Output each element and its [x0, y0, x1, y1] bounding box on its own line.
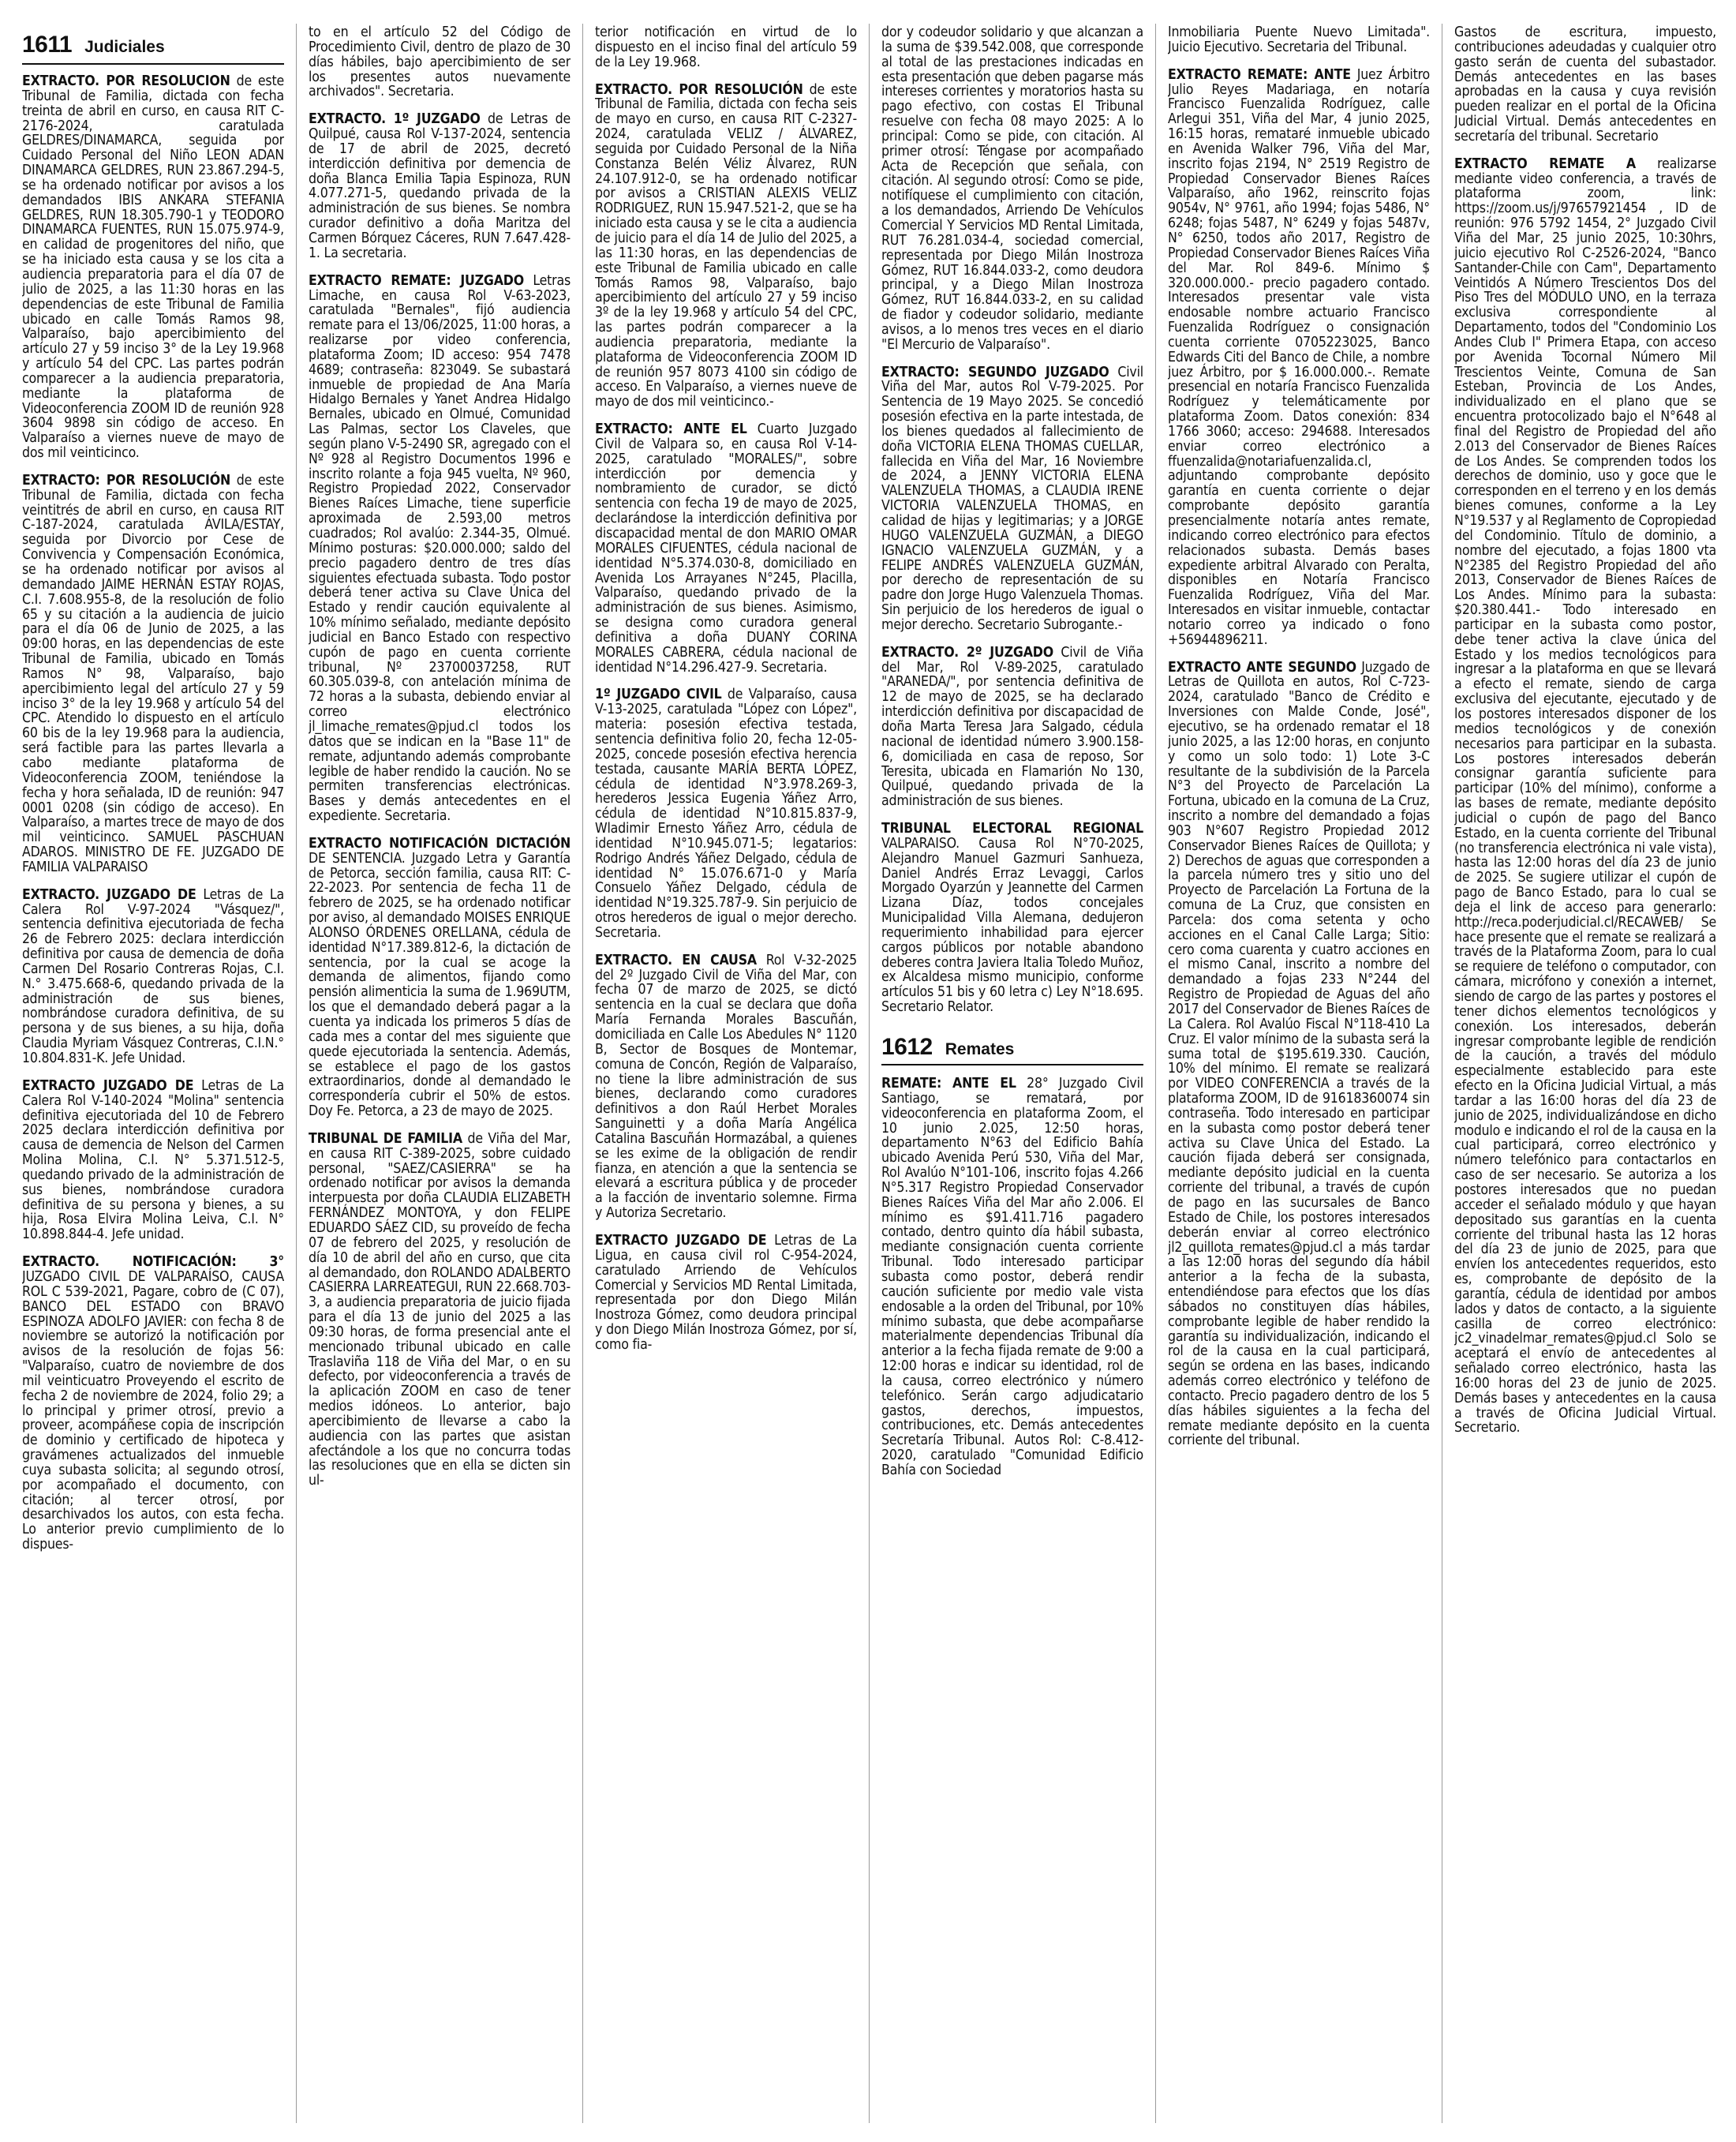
notice-body: Cuarto Juzgado Civil de Valpara so, en causa Rol V-14-2025, caratulado "MORALES/", sobre interdicción por demencia y nombramiento de curador, se dictó sentencia con fecha 19 de mayo de 2025, declarándose la interdicción definitiva por discapacidad mental de don MARIO OMAR MORALES CIFUENTES, cédula nacional de identidad N°5.374.030-8, domiciliado en Avenida Los Arrayanes N°245, Placilla, Valparaíso, quedando privado de la administración de sus bienes. Asimismo, se designa como curadora general definitiva a doña DUANY CORINA MORALES CABRERA, cédula nacional de identidad N°14.296.427-9. Secretaria. [595, 421, 857, 676]
column-rule [582, 24, 583, 2123]
notice-heading: EXTRACTO NOTIFICACIÓN DICTACIÓN [309, 835, 571, 852]
legal-notice [309, 112, 571, 260]
notice-body: dor y codeudor solidario y que alcanzan a la suma de $39.542.008, que corresponde al total de las prestaciones indicadas en esta presentación que deben pagarse más intereses corrientes y moratorios hasta su pago efectivo, con costas El Tribunal resuelve con fecha 08 mayo 2025: A lo principal: Como se pide, con citación. Al primer otrosí: Téngase por acompañado Acta de Recepción que señala, con citación. Al segundo otrosí: Como se pide, notifíquese el cumplimiento con citación, a los demandados, Arriendo De Vehículos Comercial Y Servicios MD Rental Limitada, RUT 76.281.034-4, sociedad comercial, representada por Diego Milán Inostroza Gómez, RUT 16.844.033-2, como deudora principal, y a Diego Milan Inostroza Gómez, RUT 16.844.033-2, en su calidad de fiador y codeudor solidario, mediante avisos, a lo menos tres veces en el diario "El Mercurio de Valparaíso". [881, 25, 1143, 353]
notice-heading: EXTRACTO REMATE A [1454, 155, 1636, 172]
notice-heading: EXTRACTO REMATE: JUZGADO [309, 272, 524, 289]
notice-body: JUZGADO CIVIL DE VALPARAÍSO, CAUSA ROL C 539-2021, Pagare, cobro de (C 07), BANCO DEL ESTADO con BRAVO ESPINOZA ADOLFO JAVIER: con fecha 8 de noviembre se autorizó la notificación por avisos de la resolución de fojas 56: "Valparaíso, cuatro de noviembre de dos mil veinticuatro Proveyendo el escrito de fecha 2 de noviembre de 2024, folio 29; a lo principal y primer otrosí, previo a proveer, acompáñese copia de inscripción de dominio y certificado de hipoteca y gravámenes actualizados del inmueble cuya subasta solicita; al segundo otrosí, por acompañado el documento, con citación; al tercer otrosí, por desarchivados los autos, con esta fecha. Lo anterior previo cumplimiento de lo dispues- [22, 1268, 284, 1553]
notice-heading: TRIBUNAL ELECTORAL REGIONAL [881, 821, 1143, 837]
column-rule [296, 24, 297, 2123]
notice-body: to en el artículo 52 del Código de Procedimiento Civil, dentro de plazo de 30 días hábiles, bajo apercibimiento de ser los presentes autos nuevamente archivados". Secretaria. [309, 25, 571, 100]
notice-heading: EXTRACTO: POR RESOLUCIÓN [22, 472, 231, 489]
notice-body: Gastos de escritura, impuesto, contribuciones adeudadas y cualquier otro gasto serán de cuenta del subastador. Demás antecedentes en las bases aprobadas en la causa y cuya revisión pueden realizar en el portal de la Oficina Judicial Virtual. Demás antecedentes en secretaría del tribunal. Secretario [1454, 25, 1716, 144]
section-header-judiciales [22, 25, 165, 57]
notice-body: de Viña del Mar, en causa RIT C-389-2025, sobre cuidado personal, "SAEZ/CASIERRA" se ha ordenado notificar por avisos la demanda interpuesta por doña CLAUDIA ELIZABETH FERNÁNDEZ MONTOYA, y don FELIPE EDUARDO SÁEZ CID, su proveído de fecha 07 de febrero del 2025, y resolución de día 10 de abril del año en curso, que cita al demandado, don ROLANDO ADALBERTO CASIERRA LARREATEGUI, RUN 22.668.703-3, a audiencia preparatoria de juicio fijada para el día 13 de junio del 2025 a las 09:30 horas, de forma presencial ante el mencionado tribunal ubicado en calle Traslaviña 118 de Viña del Mar, o en su defecto, por videoconferencia a través de la aplicación ZOOM en caso de tener medios idóneos. Lo anterior, bajo apercibimiento de llevarse a cabo la audiencia con las partes que asistan afectándole a los que no concurra todas las resoluciones que en ella se dicten sin ul- [309, 1130, 571, 1489]
notice-heading: REMATE: ANTE EL [881, 1076, 1016, 1092]
legal-notice [1168, 68, 1430, 648]
notice-body: realizarse mediante video conferencia, a través de plataforma zoom, link: https://zoom.us/j/97657921454 , ID de reunión: 976 5792 1454, 2° Juzgado Civil Viña del Mar, 25 junio 2025, 10:30hrs, juicio ejecutivo Rol C-2526-2024, "Banco Santander-Chile con Cam", Departamento Veintidós A Número Trescientos Dos del Piso Tres del MÓDULO UNO, en la terraza exclusiva correspondiente al Departamento, todos del "Condominio Los Andes Club I" Primera Etapa, con acceso por Avenida Tocornal Número Mil Trescientos Veinte, Comuna de San Esteban, Provincia de Los Andes, individualizado en el plano que se encuentra protocolizado bajo el N°648 al final del Registro de Propiedad del año 2.013 del Conservador de Bienes Raíces de Los Andes. Se comprenden todos los derechos de dominio, uso y goce que le corresponden en el terreno y en los demás bienes comunes, conforme a la Ley N°19.537 y al Reglamento de Copropiedad del Condominio. Título de dominio, a nombre del ejecutado, a fojas 1800 vta N°2385 del Registro Propiedad del año 2013, Conservador de Bienes Raíces de Los Andes. Mínimo para la subasta: $20.380.441.- Todo interesado en participar en la subasta como postor, debe tener activa la clave única del Estado y los medios tecnológicos para ingresar a la plataforma en que se llevará a efecto el remate, siendo de carga exclusiva del ejecutante, ejecutado y de los postores interesados disponer de los medios tecnológicos y de conexión necesarios para participar en la subasta. Los postores interesados deberán consignar garantía suficiente para participar (10% del mínimo), conforme a las bases de remate, mediante depósito judicial o cupón de pago del Banco Estado, en la cuenta corriente del Tribunal (no transferencia electrónica ni vale vista), hasta las 12:00 horas del día 23 de junio de 2025. Se sugiere utilizar el cupón de pago de Banco Estado, para lo cual se deja el link de acceso para generarlo: http://reca.poderjudicial.cl/RECAWEB/ Se hace presente que el remate se realizará a través de la Plataforma Zoom, para lo cual se requiere de teléfono o computador, con cámara, micrófono y conexión a internet, siendo de cargo de las partes y postores el tener dichos elementos tecnológicos y conexión. Los interesados, deberán ingresar comprobante legible de rendición de la caución, a través del módulo especialmente establecido para este efecto en la Oficina Judicial Virtual, a más tardar a las 16:00 horas del día 23 de junio de 2025, individualizándose en dicho modulo e indicando el rol de la causa en la cual participará, correo electrónico y número telefónico para contactarlos en caso de ser necesario. Se autoriza a los postores interesados que no puedan acceder el señalado módulo y que hayan depositado sus garantías en la cuenta corriente del tribunal hasta las 12 horas del día 23 de junio de 2025, para que envíen los antecedentes requeridos, esto es, comprobante de depósito de la garantía, cédula de identidad por ambos lados y datos de contacto, a la siguiente casilla de correo electrónico: jc2_vinadelmar_remates@pjud.cl Solo se aceptará el envío de antecedentes al señalado correo electrónico, hasta las 16:00 horas del 23 de junio de 2025. Demás bases y antecedentes en la causa a través de Oficina Judicial Virtual. Secretario. [1454, 155, 1716, 1436]
notice-heading: EXTRACTO. NOTIFICACIÓN: 3° [22, 1254, 284, 1271]
legal-notice [22, 888, 284, 1066]
legal-notice [22, 474, 284, 875]
section-title: Judiciales [84, 38, 165, 56]
notice-heading: EXTRACTO. POR RESOLUCIÓN [22, 74, 230, 89]
column-rule [869, 24, 870, 2123]
section-page-number: 1611 [22, 32, 73, 58]
header-rule [22, 63, 284, 65]
notice-heading: EXTRACTO REMATE: ANTE [1168, 66, 1351, 83]
notice-body: Inmobiliaria Puente Nuevo Limitada". Juicio Ejecutivo. Secretaria del Tribunal. [1168, 25, 1430, 55]
notice-body: Letras de La Calera Rol V-97-2024 "Vásquez/", sentencia definitiva ejecutoriada de fecha 26 de Febrero 2025: declara interdicción definitiva por causa de demencia de doña Carmen Del Rosario Contreras Rojas, C.I. N.° 3.475.668-6, quedando privada de la administración de sus bienes, nombrándose curadora definitiva, de su persona y de sus bienes, a su hija, doña Claudia Myriam Vásquez Contreras, C.I.N.° 10.804.831-K. Jefe Unidad. [22, 886, 284, 1066]
legal-notice [881, 822, 1143, 1015]
column-6 [1454, 25, 1716, 2123]
section-page-number: 1612 [881, 1034, 933, 1060]
section-header-remates [881, 1035, 1143, 1059]
notice-heading: EXTRACTO. POR RESOLUCIÓN [595, 81, 803, 98]
notice-body: Juzgado de Letras de Quillota en autos, Rol C-723-2024, caratulado "Banco de Crédito e Inversiones con Malde Conde, José", ejecutivo, se ha ordenado rematar el 18 junio 2025, a las 12:00 horas, en conjunto y como un solo todo: 1) Lote 3-C resultante de la subdivisión de la Parcela N°3 del Proyecto de Parcelación La Fortuna, ubicado en la comuna de La Cruz, inscrito a nombre del demandado a fojas 903 N°607 Registro Propiedad 2012 Conservador Bienes Raíces de Quillota; y 2) Derechos de aguas que corresponden a la parcela número tres y sitio uno del Proyecto de Parcelación La Fortuna de la comuna de La Cruz, que consisten en Parcela: dos coma setenta y ocho acciones en el Canal Calle Larga; Sitio: cero coma cuarenta y cuatro acciones en el mismo Canal, inscrito a nombre del demandado a fojas 233 N°244 del Registro de Propiedad de Aguas del año 2017 del Conservador de Bienes Raíces de La Calera. Rol Avalúo Fiscal N°118-410 La Cruz. El valor mínimo de la subasta será la suma total de $195.619.330. Caución, 10% del mínimo. El remate se realizará por VIDEO CONFERENCIA a través de la plataforma ZOOM, ID de 91618360074 sin contraseña. Todo interesado en participar en la subasta como postor deberá tener activa su Clave Única del Estado. La caución fijada deberá ser consignada, mediante depósito judicial en la cuenta corriente del tribunal, a través de cupón de pago en las sucursales de Banco Estado de Chile, los postores interesados deberán enviar al correo electrónico jl2_quillota_remates@pjud.cl a más tardar a las 12:00 horas del segundo día hábil anterior a la fecha de la subasta, entendiéndose para efectos que los días sábados no constituyen días hábiles, comprobante legible de haber rendido la garantía su individualización, indicando el rol de la causa en la cual participará, según se ordena en las bases, indicando además correo electrónico y teléfono de contacto. Precio pagadero dentro de los 5 días hábiles siguientes a la fecha del remate mediante depósito en la cuenta corriente del tribunal. [1168, 659, 1430, 1449]
legal-notice [881, 25, 1143, 353]
notice-body: de este Tribunal de Familia, dictada con fecha treinta de abril en curso, en causa RIT C-2176-2024, caratulada GELDRES/DINAMARCA, seguida por Cuidado Personal del Niño LEON ADAN DINAMARCA GELDRES, RUN 23.867.294-5, se ha ordenado notificar por avisos a los demandados IBIS ANKARA STEFANIA GELDRES, RUN 18.305.790-1 y TEODORO DINAMARCA FUENTES, RUN 15.075.974-9, en calidad de progenitores del niño, que se ha iniciado esta causa y se los cita a audiencia preparatoria para el día 07 de julio de 2025, a las 11:30 horas en las dependencias de este Tribunal de Familia ubicado en calle Tomás Ramos 98, Valparaíso, bajo apercibimiento del artículo 27 y 59 inciso 3° de la Ley 19.968 y artículo 54 del CPC. Las partes podrán comparecer a la audiencia preparatoria, mediante la plataforma de Videoconferencia ZOOM ID de reunión 928 3604 9898 sin código de acceso. En Valparaíso a viernes nueve de mayo de dos mil veinticinco. [22, 74, 284, 462]
legal-notice [595, 422, 857, 675]
legal-notice [22, 1079, 284, 1242]
notice-body: de Valparaíso, causa V-13-2025, caratulada "López con López", materia: posesión efectiva testada, sentencia definitiva folio 20, fecha 12-05-2025, concede posesión efectiva herencia testada, causante MARÍA BERTA LÓPEZ, cédula de identidad N°3.978.269-3, herederos Jessica Eugenia Yáñez Arro, cédula de identidad N°10.815.837-9, Wladimir Ernesto Yáñez Arro, cédula de identidad N°10.945.071-5; legatarios: Rodrigo Andrés Yáñez Delgado, cédula de identidad N° 15.076.671-0 y María Consuelo Yáñez Delgado, cédula de identidad N°19.325.787-9. Sin perjuicio de otros herederos de igual o mejor derecho. Secretaria. [595, 687, 857, 941]
notice-body: Letras de La Ligua, en causa civil rol C-954-2024, caratulado Arriendo de Vehículos Comercial y Servicios MD Rental Limitada, representada por don Diego Milán Inostroza Gómez, como deudora principal y don Diego Milán Inostroza Gómez, por sí, como fia- [595, 1232, 857, 1353]
notice-body: Juez Árbitro Julio Reyes Madariaga, en notaría Francisco Fuenzalida Rodríguez, calle Arlegui 351, Viña del Mar, 4 junio 2025, 16:15 horas, remataré inmueble ubicado en Avenida Walker 796, Viña del Mar, inscrito fojas 2194, N° 2519 Registro de Propiedad Conservador Bienes Raíces Valparaíso, año 1962, reinscrito fojas 9054v, N° 9761, año 1994; fojas 5486, N° 6248; fojas 5487, N° 6249 y fojas 5487v, N° 6250, todos año 2017, Registro de Propiedad Conservador Bienes Raíces Viña del Mar. Rol 849-6. Mínimo $ 320.000.000.- precio pagadero contado. Interesados presentar vale vista endosable nombre actuario Francisco Fuenzalida Rodríguez o consignación cuenta corriente 0705223025, Banco Edwards Citi del Banco de Chile, a nombre juez Árbitro, por $ 16.000.000.-. Remate presencial en notaría Francisco Fuenzalida Rodríguez y telemáticamente por plataforma Zoom. Datos conexión: 834 1766 3060; acceso: 294688. Interesados enviar correo electrónico a ffuenzalida@notariafuenzalida.cl, adjuntando comprobante depósito garantía en cuenta corriente o dejar comprobante depósito garantía presencialmente notaría antes remate, indicando correo electrónico para efectos relacionados subasta. Demás bases expediente arbitral Alvarado con Peralta, disponibles en Notaría Francisco Fuenzalida Rodríguez, Viña del Mar. Interesados en visitar inmueble, contactar notario correo ya indicado o fono +56944896211. [1168, 66, 1430, 648]
notice-heading: EXTRACTO: ANTE EL [595, 421, 747, 438]
notice-body: Civil de Viña del Mar, Rol V-89-2025, caratulado "ARANEDA/", por sentencia definitiva de 12 de mayo de 2025, se ha declarado interdicción definitiva por discapacidad de doña Marta Teresa Jara Salgado, cédula nacional de identidad número 3.900.158-6, domiciliada en casa de reposo, Sor Teresita, ubicada en Flamarión No 130, Quilpué, quedando privada de la administración de sus bienes. [881, 644, 1143, 810]
notice-body: Civil Viña del Mar, autos Rol V-79-2025. Por Sentencia de 19 Mayo 2025. Se concedió posesión efectiva en la parte intestada, de los bienes quedados al fallecimiento de doña VICTORIA ELENA THOMAS CUELLAR, fallecida en Viña del Mar, 16 Noviembre de 2024, a JENNY VICTORIA ELENA VALENZUELA THOMAS, a CLAUDIA IRENE VICTORIA VALENZUELA THOMAS, en calidad de hijas y legitimarias; y a JORGE HUGO VALENZUELA GUZMÁN, a DIEGO IGNACIO VALENZUELA GUZMÁN, y a FELIPE ANDRÉS VALENZUELA GUZMÁN, por derecho de representación de su padre don Jorge Hugo Valenzuela Thomas. Sin perjuicio de los herederos de igual o mejor derecho. Secretario Subrogante.- [881, 364, 1143, 633]
section-title: Remates [945, 1040, 1015, 1058]
notice-body: Letras Limache, en causa Rol V-63-2023, caratulada "Bernales", fijó audiencia remate para el 13/06/2025, 11:00 horas, a realizarse por video conferencia, plataforma Zoom; ID acceso: 954 7478 4689; contraseña: 823049. Se subastará inmueble de propiedad de Ana María Hidalgo Bernales y Yanet Andrea Hidalgo Bernales, ubicado en Olmué, Comunidad Las Palmas, sector Los Claveles, que según plano V-5-2490 SR, agregado con el Nº 928 al Registro Documentos 1996 e inscrito rolante a foja 945 vuelta, Nº 960, Registro Propiedad 2022, Conservador Bienes Raíces Limache, tiene superficie aproximada de 2.593,00 metros cuadrados; Rol avalúo: 2.344-35, Olmué. Mínimo posturas: $20.000.000; saldo del precio pagadero dentro de tres días siguientes efectuada subasta. Todo postor deberá tener activa su Clave Única del Estado y rendir caución equivalente al 10% mínimo señalado, mediante depósito judicial en Banco Estado con respectivo cupón de pago en cuenta corriente tribunal, Nº 23700037258, RUT 60.305.039-8, con antelación mínima de 72 horas a la subasta, debiendo enviar al correo electrónico jl_limache_remates@pjud.cl todos los datos que se indican en la "Base 11" de remate, adjuntando además comprobante legible de haber rendido la caución. No se permiten transferencias electrónicas. Bases y demás antecedentes en el expediente. Secretaria. [309, 272, 571, 825]
notice-heading: EXTRACTO JUZGADO DE [22, 1077, 194, 1094]
legal-notice [881, 646, 1143, 809]
notice-body: Rol V-32-2025 del 2º Juzgado Civil de Viña del Mar, con fecha 07 de marzo de 2025, se dictó sentencia en la cual se declara que doña María Fernanda Morales Bascuñán, domiciliada en Calle Los Abedules N° 1120 B, Sector de Bosques de Montemar, comuna de Concón, Región de Valparaíso, no tiene la libre administración de sus bienes, declarando como curadores definitivos a don Raúl Herbet Morales Sanguinetti y a doña María Angélica Catalina Bascuñán Hormazábal, a quienes se les exime de la obligación de rendir fianza, en atención a que la sentencia se elevará a escritura pública y de proceder a la facción de inventario solemne. Firma y Autoriza Secretario. [595, 952, 857, 1222]
column-1 [22, 74, 284, 2123]
legal-notice [1168, 661, 1430, 1449]
legal-notice [309, 274, 571, 824]
notice-body: de Letras de Quilpué, causa Rol V-137-2024, sentencia de 17 de abril de 2025, decretó interdicción definitiva por demencia de doña Blanca Emilia Tapia Espinoza, RUN 4.077.271-5, quedando privada de la administración de sus bienes. Se nombra curador definitivo a doña Maritza del Carmen Bórquez Cáceres, RUN 7.647.428-1. La secretaria. [309, 111, 571, 261]
notice-heading: EXTRACTO JUZGADO DE [595, 1232, 767, 1249]
legal-notice [595, 1234, 857, 1353]
column-3 [595, 25, 857, 2123]
legal-notice [595, 687, 857, 940]
notice-body: Letras de La Calera Rol V-140-2024 "Molina" sentencia definitiva ejecutoriada del 10 de Febrero 2025 declara interdicción definitiva por causa de demencia de Nelson del Carmen Molina Molina, C.I. N° 5.371.512-5, quedando privado de la administración de sus bienes, nombrándose curadora definitiva de su persona y bienes, a su hija, Rosa Elvira Molina Leiva, C.I. N° 10.898.844-4. Jefe unidad. [22, 1077, 284, 1243]
notice-body: 28° Juzgado Civil Santiago, se rematará, por videoconferencia en plataforma Zoom, el 10 junio 2.025, 12:50 horas, departamento N°63 del Edificio Bahía ubicado Avenida Perú 530, Viña del Mar, Rol Avalúo N°101-106, inscrito fojas 4.266 N°5.317 Registro Propiedad Conservador Bienes Raíces Viña del Mar año 2.006. El mínimo es $91.411.716 pagadero contado, dentro quinto día hábil subasta, mediante consignación cuenta corriente Tribunal. Todo interesado participar subasta como postor, deberá rendir caución suficiente por medio vale vista endosable a la orden del Tribunal, por 10% mínimo subasta, que debe acompañarse materialmente dependencias Tribunal día anterior a la fecha fijada remate de 9:00 a 12:00 horas e indicar su identidad, rol de la causa, correo electrónico y número telefónico. Serán cargo adjudicatario gastos, derechos, impuestos, contribuciones, etc. Demás antecedentes Secretaría Tribunal. Autos Rol: C-8.412-2020, caratulado "Comunidad Edificio Bahía con Sociedad [881, 1076, 1143, 1478]
column-2 [309, 25, 571, 2123]
notice-body: de este Tribunal de Familia, dictada con fecha seis de mayo en curso, en causa RIT C-2327-2024, caratulada VELIZ / ÁLVAREZ, seguida por Cuidado Personal de la Niña Constanza Belén Véliz Álvarez, RUN 24.107.912-0, se ha ordenado notificar por avisos a CRISTIAN ALEXIS VELIZ RODRIGUEZ, RUN 15.947.521-2, que se ha iniciado esta causa y se le cita a audiencia de juicio para el día 14 de Julio del 2025, a las 11:30 horas, en las dependencias de este Tribunal de Familia ubicado en calle Tomás Ramos 98, Valparaíso, bajo apercibimiento del artículo 27 y 59 inciso 3º de la ley 19.968 y artículo 54 del CPC, las partes podrán comparecer a la audiencia preparatoria, mediante la plataforma de Videoconferencia ZOOM ID de reunión 957 8073 4100 sin código de acceso. En Valparaíso, a viernes nueve de mayo de dos mil veinticinco.- [595, 81, 857, 410]
notice-heading: EXTRACTO. JUZGADO DE [22, 886, 196, 903]
notice-heading: EXTRACTO. 2º JUZGADO [881, 644, 1053, 661]
column-rule [1155, 24, 1156, 2123]
legal-notice [881, 1077, 1143, 1478]
notice-body: VALPARAISO. Causa Rol N°70-2025, Alejandro Manuel Gazmuri Sanhueza, Daniel Andrés Erraz Levaggi, Carlos Morgado Oyarzún y Jeannette del Carmen Lizana Díaz, todos concejales Municipalidad Villa Alemana, dedujeron requerimiento inhabilidad para ejercer cargos públicos por notable abandono deberes contra Javiera Italia Toledo Muñoz, ex Alcaldesa mismo municipio, conforme artículos 51 bis y 60 letra c) Ley N°18.695. Secretario Relator. [881, 835, 1143, 1016]
notice-body: terior notificación en virtud de lo dispuesto en el inciso final del artículo 59 de la Ley 19.968. [595, 25, 857, 70]
legal-notice [309, 1132, 571, 1489]
notice-heading: EXTRACTO: SEGUNDO JUZGADO [881, 364, 1109, 380]
notice-heading: EXTRACTO. 1º JUZGADO [309, 111, 481, 128]
legal-notice [309, 25, 571, 99]
column-4 [881, 25, 1143, 2123]
legal-notice [595, 953, 857, 1221]
legal-notice [309, 837, 571, 1119]
notice-heading: EXTRACTO ANTE SEGUNDO [1168, 659, 1356, 676]
legal-notice [1168, 25, 1430, 55]
legal-notice [22, 1255, 284, 1552]
column-5 [1168, 25, 1430, 2123]
notice-heading: 1º JUZGADO CIVIL [595, 687, 722, 703]
notice-heading: EXTRACTO. EN CAUSA [595, 952, 757, 968]
legal-notice [22, 74, 284, 461]
header-rule [881, 1064, 1143, 1065]
notice-heading: TRIBUNAL DE FAMILIA [309, 1130, 462, 1147]
legal-notice [881, 365, 1143, 633]
legal-notice [595, 83, 857, 410]
legal-notice [1454, 25, 1716, 144]
legal-notice [1454, 157, 1716, 1436]
notice-body: DE SENTENCIA. Juzgado Letra y Garantía de Petorca, sección familia, causa RIT: C-22-2023. Por sentencia de fecha 11 de febrero de 2025, se ha ordenado notificar por aviso, al demandado MOISES ENRIQUE ALONSO ÓRDENES ORELLANA, cédula de identidad N°17.389.812-6, la dictación de sentencia, por la cual se acoge la demanda de alimentos, fijando como pensión alimenticia la suma de 1.969UTM, los que el demandado deberá pagar a la cuenta ya indicada los primeros 5 días de cada mes a contar del mes siguiente que quede ejecutoriada la sentencia. Además, se establece el pago de los gastos extraordinarios, donde al demandado le correspondería cubrir el 50% de estos. Doy Fe. Petorca, a 23 de mayo de 2025. [309, 850, 571, 1120]
legal-notice [595, 25, 857, 70]
notice-body: de este Tribunal de Familia, dictada con fecha veintitrés de abril en curso, en causa RIT C-187-2024, caratulada ÁVILA/ESTAY, seguida por Divorcio por Cese de Convivencia y Compensación Económica, se ha ordenado notificar por avisos al demandado JAIME HERNÁN ESTAY ROJAS, C.I. 7.608.955-8, de la resolución de folio 65 y su citación a la audiencia de juicio para el día 06 de Junio de 2025, a las 09:00 horas, en las dependencias de este Tribunal de Familia, ubicado en Tomás Ramos N° 98, Valparaíso, bajo apercibimiento legal del artículo 27 y 59 inciso 3° de la ley 19.968 y artículo 54 del CPC. Atendido lo dispuesto en el artículo 60 bis de la ley 19.968 para la audiencia, será factible para las partes llevarla a cabo mediante plataforma de Videoconferencia ZOOM, teniéndose la fecha y hora señalada, ID de reunión: 947 0001 0208 (sin código de acceso). En Valparaíso, a martes trece de mayo de dos mil veinticinco. SAMUEL PASCHUAN ADAROS. MINISTRO DE FE. JUZGADO DE FAMILIA VALPARAISO [22, 472, 284, 875]
